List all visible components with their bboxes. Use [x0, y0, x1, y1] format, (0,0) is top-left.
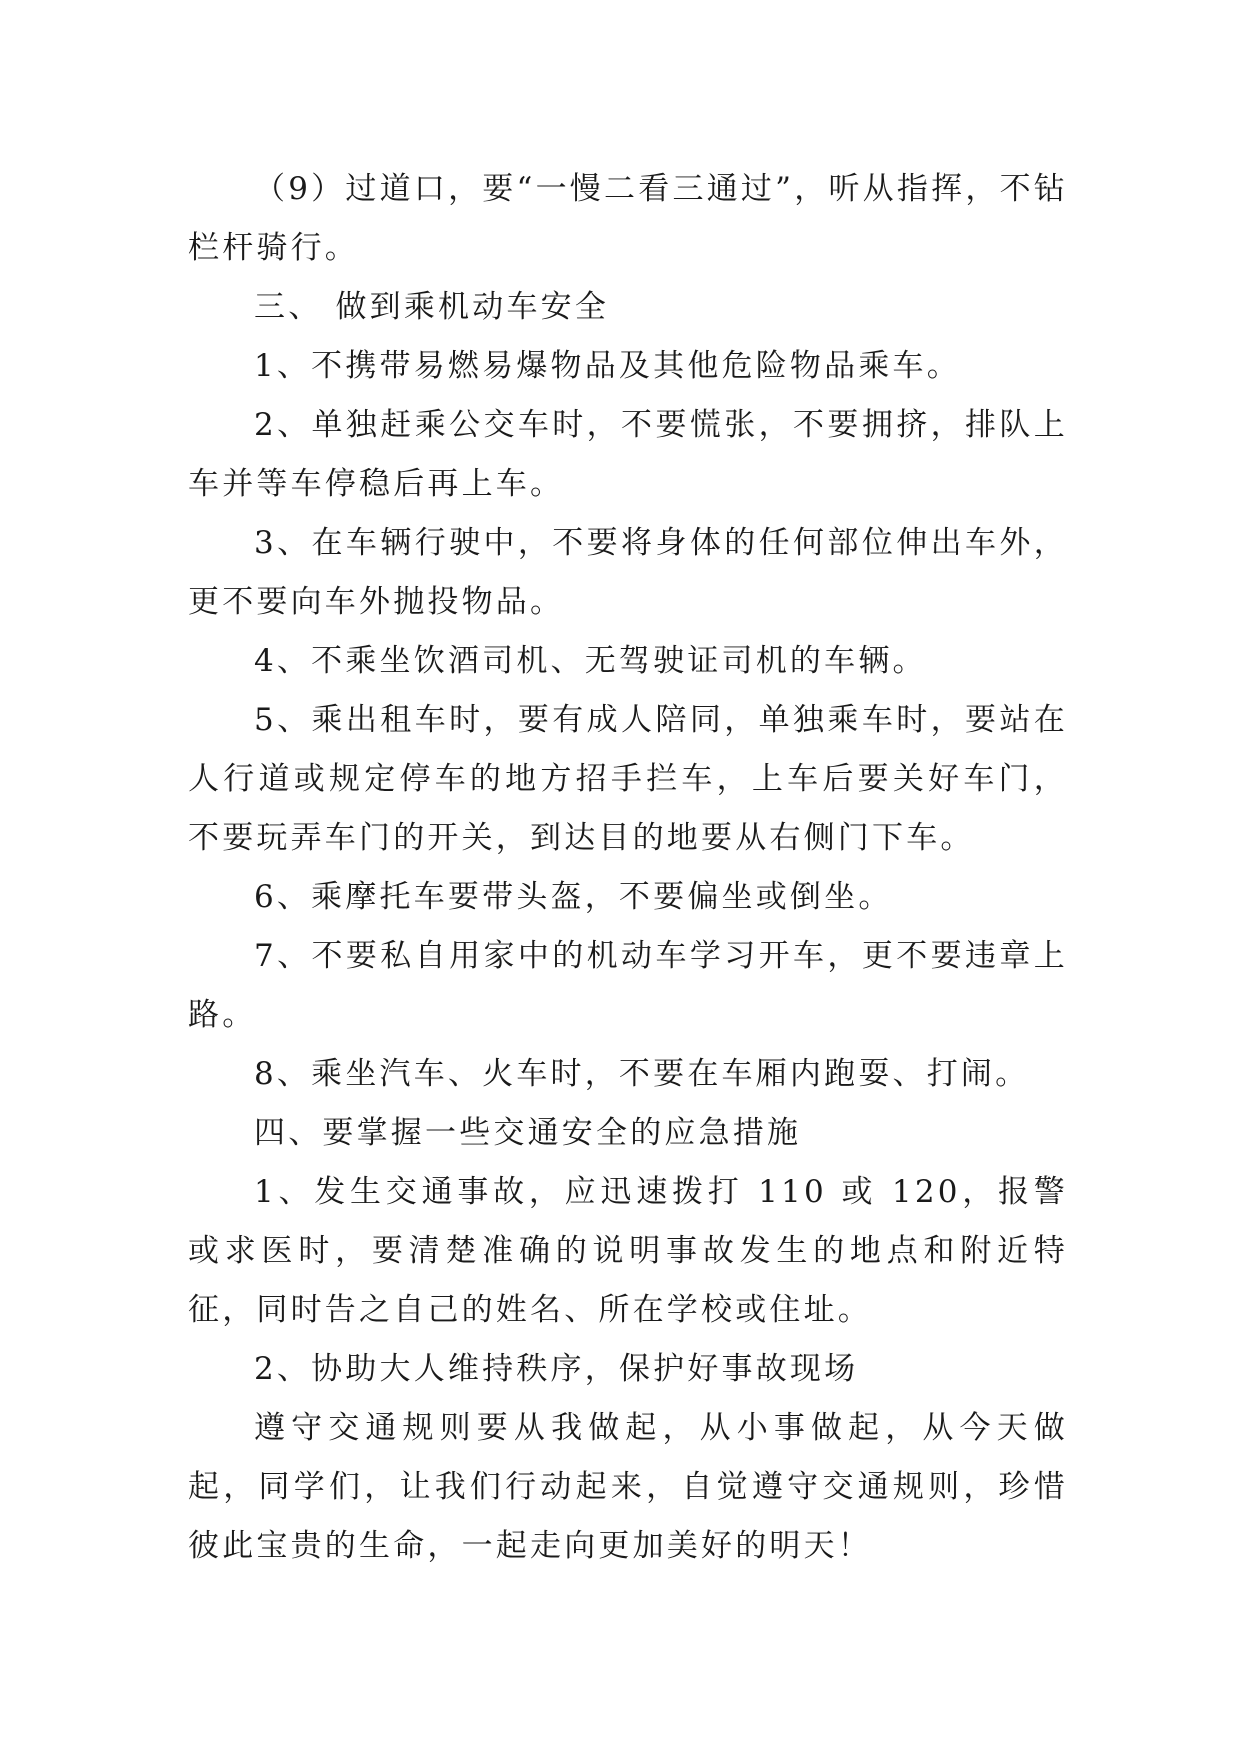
section-heading-motor-vehicle: 三、 做到乘机动车安全: [254, 289, 610, 325]
paragraph-railway-crossing: （9）过道口，要“一慢二看三通过”，听从指挥，不钻栏杆骑行。: [188, 171, 1068, 266]
paragraph-item-2: 2、单独赶乘公交车时，不要慌张，不要拥挤，排队上车并等车停稳后再上车。: [188, 407, 1068, 502]
paragraph-emergency-2: 2、协助大人维持秩序，保护好事故现场: [254, 1351, 859, 1387]
paragraph-item-3: 3、在车辆行驶中，不要将身体的任何部位伸出车外，更不要向车外抛投物品。: [188, 525, 1068, 620]
document-body: [188, 160, 1068, 1576]
paragraph-item-1: 1、不携带易燃易爆物品及其他危险物品乘车。: [254, 348, 961, 384]
paragraph-emergency-1: 1、发生交通事故，应迅速拨打 110 或 120，报警或求医时，要清楚准确的说明事故发生的地点和附近特征，同时告之自己的姓名、所在学校或住址。: [188, 1174, 1068, 1328]
paragraph-item-5: 5、乘出租车时，要有成人陪同，单独乘车时，要站在人行道或规定停车的地方招手拦车，上车后要关好车门，不要玩弄车门的开关，到达目的地要从右侧门下车。: [188, 702, 1068, 856]
section-heading-emergency: 四、要掌握一些交通安全的应急措施: [254, 1115, 802, 1151]
paragraph-item-6: 6、乘摩托车要带头盔，不要偏坐或倒坐。: [254, 879, 893, 915]
paragraph-item-7: 7、不要私自用家中的机动车学习开车，更不要违章上路。: [188, 938, 1068, 1033]
paragraph-conclusion: 遵守交通规则要从我做起，从小事做起，从今天做起，同学们，让我们行动起来，自觉遵守交通规则，珍惜彼此宝贵的生命，一起走向更加美好的明天！: [188, 1410, 1068, 1564]
paragraph-item-8: 8、乘坐汽车、火车时，不要在车厢内跑耍、打闹。: [254, 1056, 1030, 1092]
paragraph-item-4: 4、不乘坐饮酒司机、无驾驶证司机的车辆。: [254, 643, 927, 679]
